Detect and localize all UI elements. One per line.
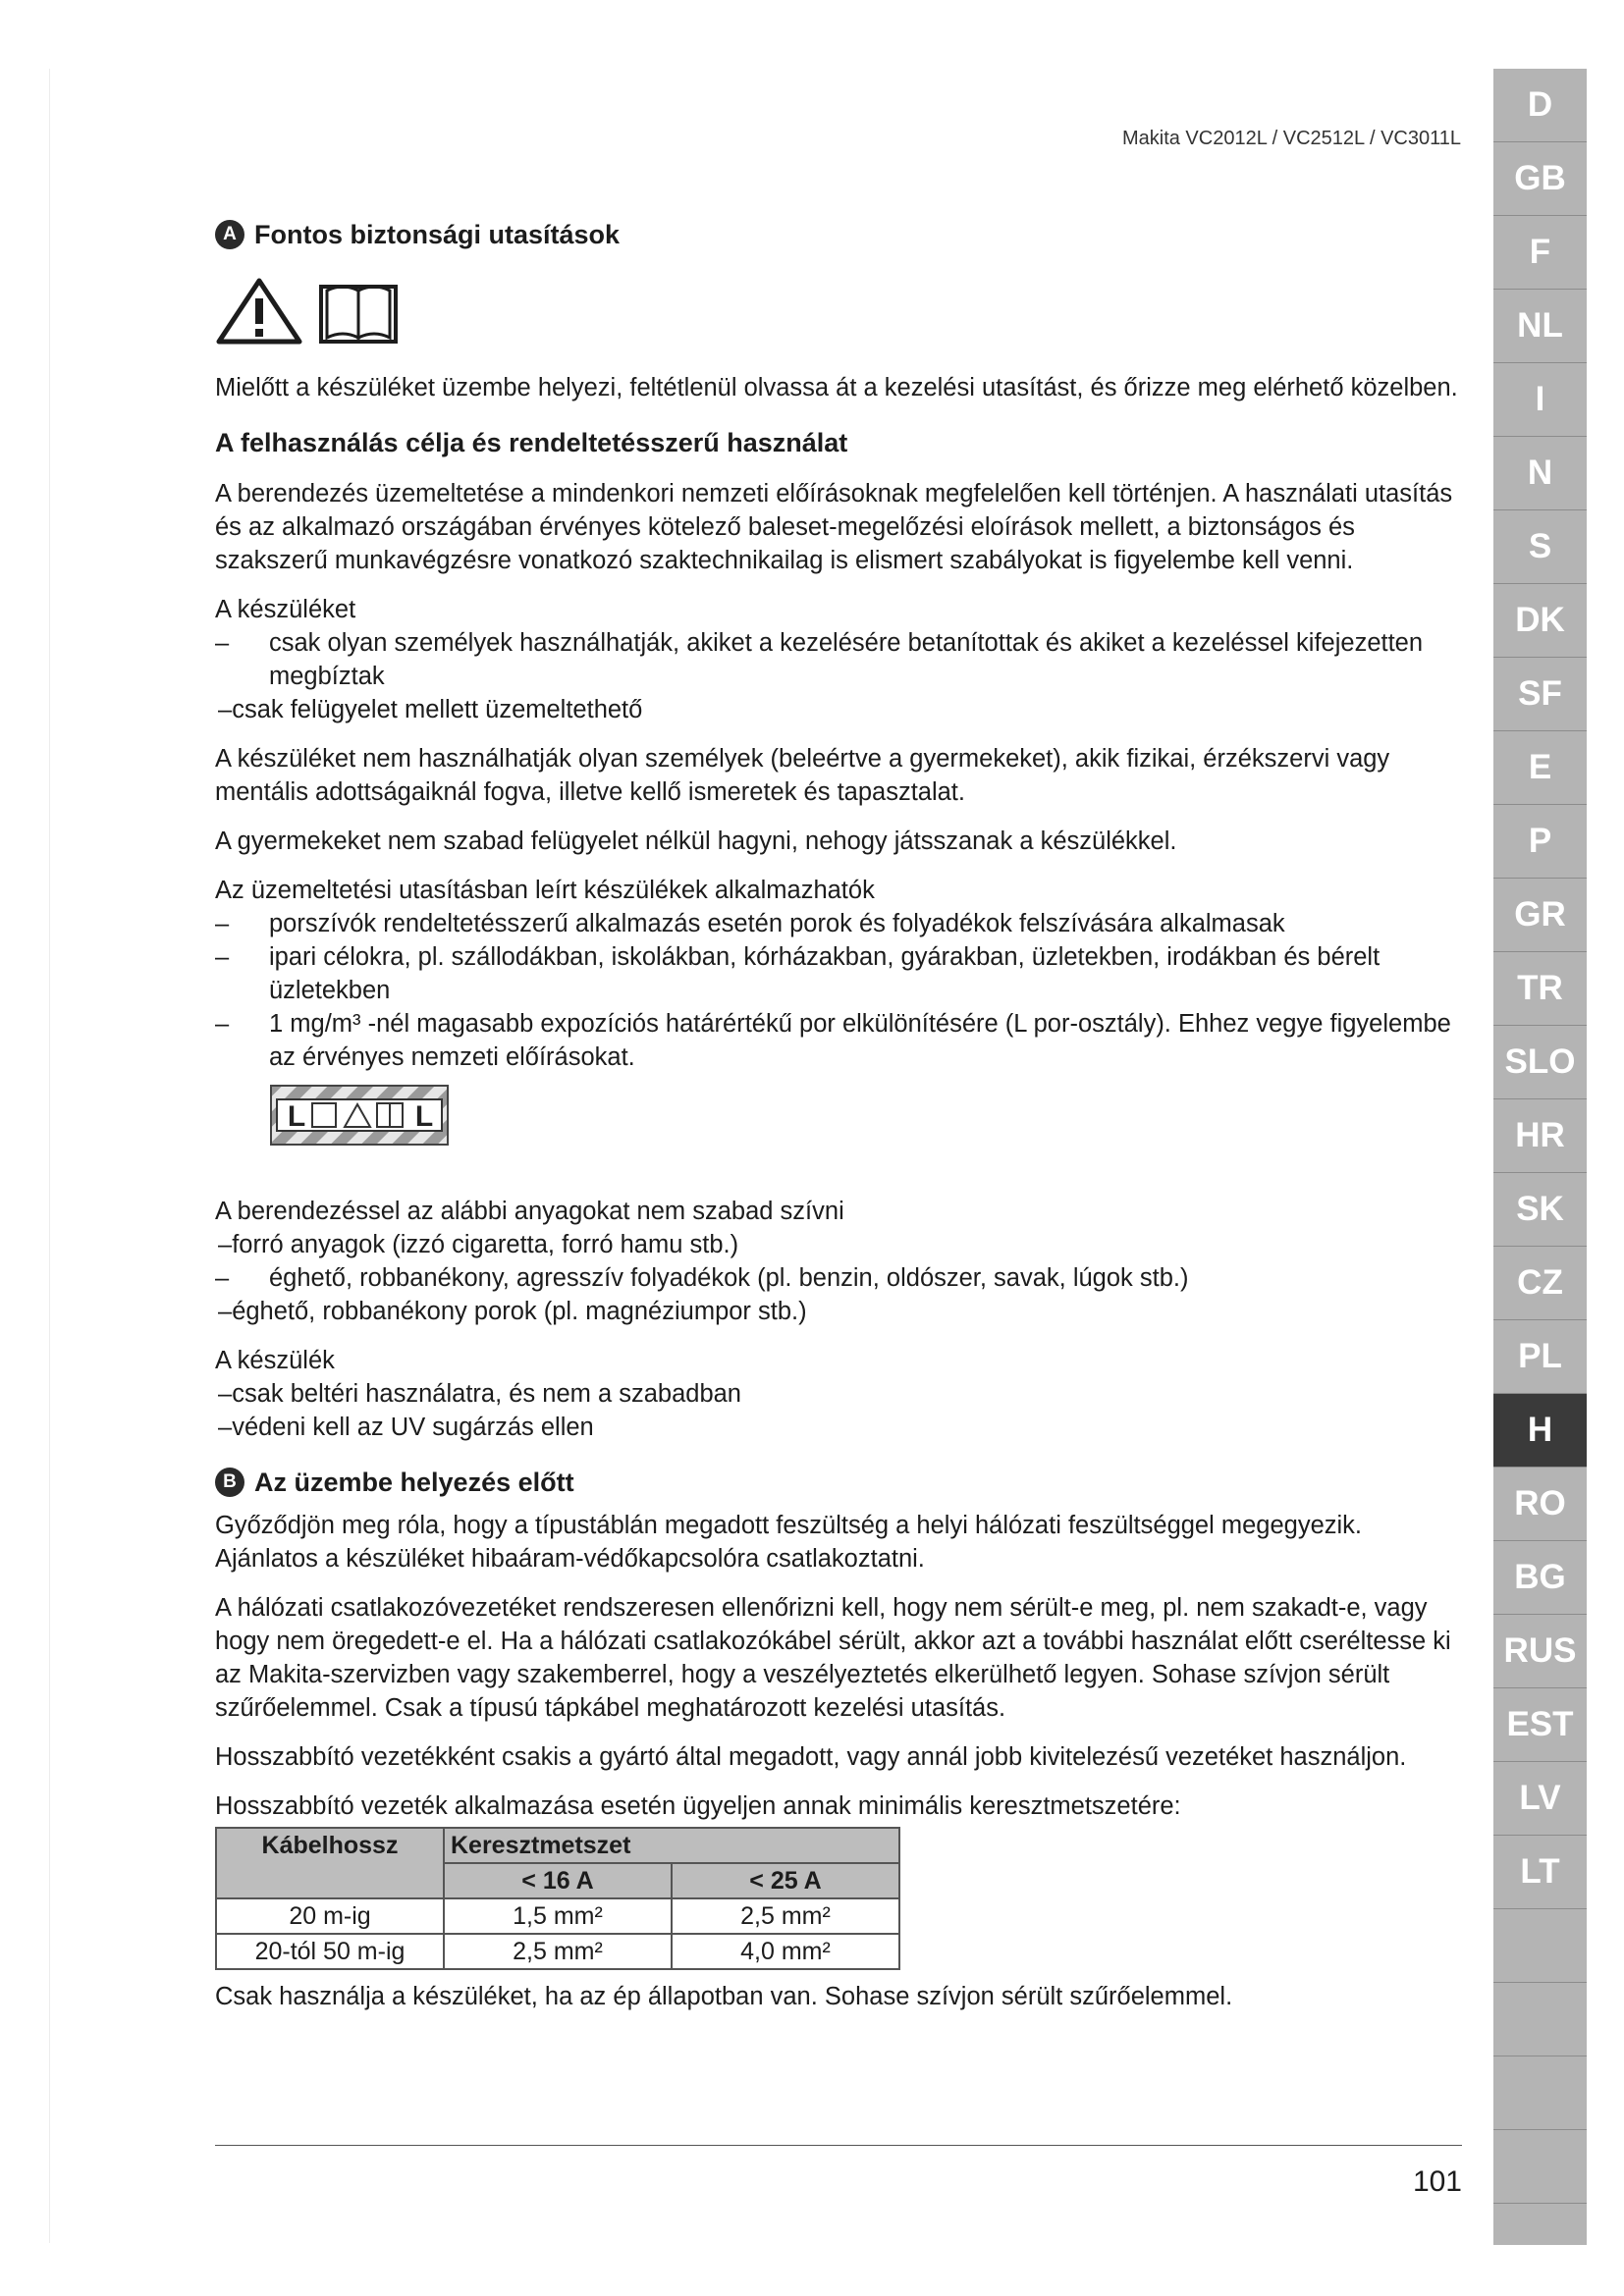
language-tab-p[interactable]: P (1493, 805, 1587, 879)
list-item: – csak beltéri használatra, és nem a szabadban (218, 1380, 741, 1408)
language-tab-sk[interactable]: SK (1493, 1173, 1587, 1247)
language-tab-e[interactable]: E (1493, 731, 1587, 805)
language-tab-hr[interactable]: HR (1493, 1099, 1587, 1173)
language-tab-dk[interactable]: DK (1493, 584, 1587, 658)
table-subheader-16a: < 16 A (444, 1863, 672, 1898)
table-header-cross-section: Keresztmetszet (444, 1828, 899, 1863)
table-subheader-25a: < 25 A (672, 1863, 899, 1898)
language-tab-slo[interactable]: SLO (1493, 1026, 1587, 1099)
language-tab-lv[interactable]: LV (1493, 1762, 1587, 1836)
list-item: – védeni kell az UV sugárzás ellen (218, 1414, 594, 1441)
list-item: – éghető, robbanékony, agresszív folyadékok (pl. benzin, oldószer, savak, lúgok stb.) (215, 1264, 1189, 1292)
indoor-list-group (215, 1344, 1462, 1444)
list-item: – csak olyan személyek használhatják, akiket a kezelésére betanítottak és akiket a kezeléssel kifejezetten megbíztak (215, 629, 1424, 690)
footer-divider (215, 2145, 1462, 2146)
l-class-letter-left: L (287, 1100, 306, 1133)
l-class-symbol (269, 1084, 1462, 1155)
language-tab-rus[interactable]: RUS (1493, 1615, 1587, 1688)
use-paragraph: A berendezés üzemeltetése a mindenkori nemzeti előírásoknak megfelelően kell történjen. A használati utasítás és az alkalmazó országában érvényes kötelező baleset-megelőzési eloírások mellett, a biztonságos és szakszerű munkavégzésre vonatkozó szaktechnikailag is elismert szabályokat is figyelembe kell venni. (215, 480, 1453, 574)
language-tab-lt[interactable]: LT (1493, 1836, 1587, 1909)
language-tab-d[interactable]: D (1493, 69, 1587, 142)
children-paragraph: A gyermekeket nem szabad felügyelet nélkül hagyni, nehogy játsszanak a készülékkel. (215, 828, 1177, 855)
language-tab-h[interactable]: H (1493, 1394, 1587, 1468)
voltage-paragraph: Győződjön meg róla, hogy a típustáblán megadott feszültség a helyi hálózati feszültséggel megegyezik. Ajánlatos a készüléket hibaáram-védőkapcsolóra csatlakoztatni. (215, 1512, 1363, 1573)
section-b-heading (215, 1466, 1462, 1499)
list-item: – éghető, robbanékony porok (pl. magnéziumpor stb.) (218, 1298, 807, 1325)
dust-class-l-icon (269, 1084, 450, 1147)
language-tab-empty (1493, 1983, 1587, 2056)
language-tab-pl[interactable]: PL (1493, 1320, 1587, 1394)
language-tab-sf[interactable]: SF (1493, 658, 1587, 731)
use-heading: A felhasználás célja és rendeltetésszerű használat (215, 428, 848, 457)
cable-check-paragraph: A hálózati csatlakozóvezetéket rendszeresen ellenőrizni kell, hogy nem sérült-e meg, pl. nem szakadt-e, vagy hogy nem öregedett-e el. Ha a hálózati csatlakozókábel sérült, akkor azt a további használat előtt cseréltesse ki az Makita-szervizben vagy szakemberrel, hogy a veszélyeztetés elkerülhető legyen. Sohase szívjon sérült szűrőelemmel. Csak a típusú tápkábel meghatározott kezelési utasítás. (215, 1594, 1451, 1722)
list-item: – csak felügyelet mellett üzemeltethető (218, 696, 643, 723)
page-number: 101 (1412, 2165, 1462, 2198)
page-content (215, 218, 1462, 2013)
language-tab-strip (1493, 69, 1587, 2245)
language-tab-bg[interactable]: BG (1493, 1541, 1587, 1615)
model-header: Makita VC2012L / VC2512L / VC3011L (1121, 128, 1461, 149)
warning-triangle-icon (215, 277, 303, 346)
language-tab-f[interactable]: F (1493, 216, 1587, 290)
section-a-title: Fontos biztonsági utasítások (254, 220, 621, 249)
language-tab-nl[interactable]: NL (1493, 290, 1587, 363)
closing-paragraph: Csak használja a készüléket, ha az ép állapotban van. Sohase szívjon sérült szűrőelemmel. (215, 1983, 1233, 2010)
forbidden-label: A berendezéssel az alábbi anyagokat nem szabad szívni (215, 1198, 844, 1225)
language-tab-i[interactable]: I (1493, 363, 1587, 437)
language-tab-est[interactable]: EST (1493, 1688, 1587, 1762)
language-tab-s[interactable]: S (1493, 510, 1587, 584)
language-tab-empty (1493, 2056, 1587, 2130)
language-tab-ro[interactable]: RO (1493, 1468, 1587, 1541)
list-item: – ipari célokra, pl. szállodákban, iskolákban, kórházakban, gyárakban, üzletekben, irodákban és bérelt üzletekben (215, 943, 1380, 1004)
forbidden-list-group (215, 1195, 1462, 1328)
safety-icons (215, 277, 1462, 346)
cable-table (215, 1827, 900, 1970)
page-edge-line (49, 69, 50, 2243)
l-class-letter-right: L (414, 1100, 434, 1133)
table-row: 20 m-ig 1,5 mm² 2,5 mm² (216, 1898, 899, 1934)
list-item: – 1 mg/m³ -nél magasabb expozíciós határértékű por elkülönítésére (L por-osztály). Ehhez vegye figyelembe az érvényes nemzeti előírásokat. (215, 1010, 1451, 1071)
table-header-length: Kábelhossz (216, 1828, 444, 1898)
not-usable-paragraph: A készüléket nem használhatják olyan személyek (beleértve a gyermekeket), akik fizikai, érzékszervi vagy mentális adottságaiknál fogva, illetve kellő ismeretek és tapasztalat. (215, 745, 1390, 806)
manual-book-icon (317, 277, 400, 346)
language-tab-gr[interactable]: GR (1493, 879, 1587, 952)
list-item: – forró anyagok (izzó cigaretta, forró hamu stb.) (218, 1231, 739, 1258)
applicable-label: Az üzemeltetési utasításban leírt készülékek alkalmazhatók (215, 877, 875, 904)
section-a-heading (215, 218, 1462, 251)
section-b-badge: B (215, 1468, 244, 1497)
extension-cross-section-paragraph: Hosszabbító vezeték alkalmazása esetén ügyeljen annak minimális keresztmetszetére: (215, 1792, 1181, 1820)
language-tab-tr[interactable]: TR (1493, 952, 1587, 1026)
list-item: – porszívók rendeltetésszerű alkalmazás esetén porok és folyadékok felszívására alkalmasak (215, 910, 1285, 937)
applicable-list-group (215, 874, 1462, 1074)
language-tab-empty (1493, 1909, 1587, 1983)
section-a-badge: A (215, 220, 244, 249)
extension-cable-paragraph: Hosszabbító vezetékként csakis a gyártó által megadott, vagy annál jobb kivitelezésű vezetéket használjon. (215, 1743, 1407, 1771)
language-tab-cz[interactable]: CZ (1493, 1247, 1587, 1320)
language-tab-empty (1493, 2130, 1587, 2204)
device-label: A készüléket (215, 596, 356, 623)
device-list-group (215, 593, 1462, 726)
indoor-label: A készülék (215, 1347, 335, 1374)
intro-paragraph: Mielőtt a készüléket üzembe helyezi, feltétlenül olvassa át a kezelési utasítást, és őrizze meg elérhető közelben. (215, 374, 1458, 401)
table-row: 20-tól 50 m-ig 2,5 mm² 4,0 mm² (216, 1934, 899, 1969)
section-b-title: Az üzembe helyezés előtt (254, 1468, 574, 1497)
language-tab-n[interactable]: N (1493, 437, 1587, 510)
language-tab-gb[interactable]: GB (1493, 142, 1587, 216)
